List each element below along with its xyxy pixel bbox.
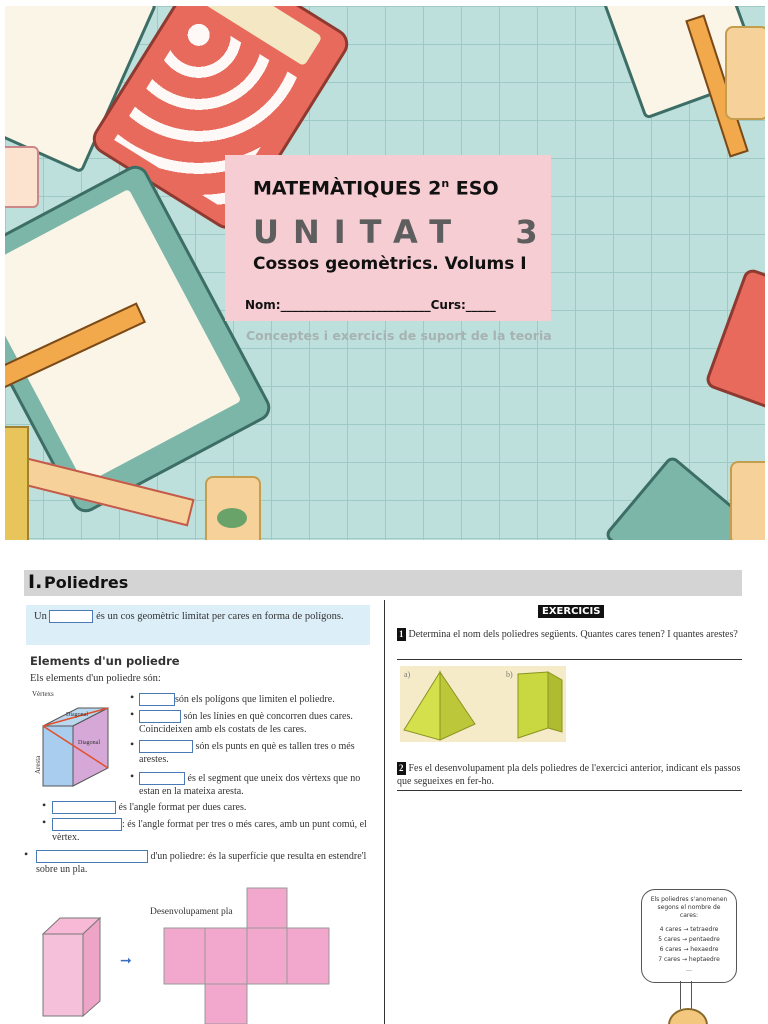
- label-a: a): [404, 670, 411, 679]
- bullet-dot: •: [130, 707, 135, 721]
- bullet-dot: •: [42, 815, 47, 829]
- character-head: [668, 1008, 708, 1024]
- bullet-net: d'un poliedre: és la superfície que resulta en estendre'l sobre un pla.: [36, 851, 367, 876]
- course-title: MATEMÀTIQUES 2$^n$ ESO: [253, 177, 499, 200]
- blank-field[interactable]: [139, 772, 185, 785]
- blank-field[interactable]: [52, 818, 122, 831]
- exercise-2: 2 Fes el desenvolupament pla dels poliedres de l'exercici anterior, indicant els passos que segueixes en fer-ho.: [397, 763, 741, 787]
- exercise-number: 1: [399, 629, 404, 639]
- definition-text: Un és un cos geomètric limitat per cares en forma de polígons.: [34, 611, 344, 622]
- prism-face: [548, 672, 562, 732]
- pyramid-face: [440, 672, 475, 740]
- polyhedron-figure: [28, 686, 123, 801]
- vertex-label: Vèrtexs: [32, 690, 54, 698]
- bubble-row: ...: [686, 966, 692, 973]
- net-label: Desenvolupament pla: [150, 907, 233, 917]
- info-bubble: [641, 889, 737, 983]
- name-course-line[interactable]: Nom:_________________________Curs:_____: [245, 298, 496, 312]
- solids-svg: [400, 666, 566, 742]
- net-face: [205, 928, 247, 984]
- exercises-heading: EXERCICIS: [538, 605, 604, 618]
- net-face: [205, 984, 247, 1024]
- net-face: [247, 888, 287, 928]
- answer-line: [397, 790, 742, 791]
- bubble-row: 7 cares → heptaedre: [658, 956, 720, 963]
- label-b: b): [506, 670, 513, 679]
- title-box: [225, 155, 551, 321]
- blank-field[interactable]: [52, 801, 116, 814]
- edge-label: Aresta: [34, 755, 42, 774]
- elements-intro: Els elements d'un poliedre són:: [30, 673, 161, 684]
- diagonal-label: Diagonal: [66, 712, 88, 718]
- answer-line: [397, 659, 742, 660]
- bullet-polyhedral-angle: : és l'angle format per tres o més cares, amb un punt comú, el vèrtex.: [52, 819, 367, 844]
- unit-title: UNITAT 3: [253, 213, 552, 251]
- section-number: I.: [28, 571, 43, 593]
- marker-right-illustration: [725, 26, 765, 120]
- bubble-row: 6 cares → hexaedre: [659, 946, 719, 953]
- ruler-illustration: [5, 426, 29, 540]
- bullet-vertices: són els punts en què es tallen tres o més arestes.: [139, 741, 355, 766]
- bullet-dihedral: és l'angle format per dues cares.: [52, 801, 370, 814]
- bullet-edges: són les línies en què concorren dues cares. Coincideixen amb els costats de les cares.: [139, 711, 353, 736]
- net-face: [247, 928, 287, 984]
- prism-front: [43, 934, 83, 1016]
- section-title: Poliedres: [44, 573, 129, 592]
- blank-field[interactable]: [139, 740, 193, 753]
- bullet-dot: •: [130, 737, 135, 751]
- column-divider: [384, 600, 385, 1024]
- diagonal-label: Diagonal: [78, 740, 100, 746]
- tagline: Conceptes i exercicis de suport de la teoria: [246, 328, 552, 343]
- net-face: [164, 928, 205, 984]
- glue-right-illustration: [730, 461, 765, 540]
- elements-title: Elements d'un poliedre: [30, 654, 180, 668]
- solids-image: [400, 666, 566, 742]
- glue-illustration: [205, 476, 261, 540]
- exercise-number: 2: [399, 763, 404, 773]
- calculator-right-illustration: [704, 267, 765, 411]
- blank-field[interactable]: [49, 610, 93, 623]
- bullet-dot: •: [24, 847, 29, 861]
- bubble-tail: [680, 981, 692, 1009]
- bubble-title: Els poliedres s'anomenen segons el nombre de cares:: [650, 896, 728, 919]
- prism-side: [83, 918, 100, 1016]
- definition-box: [26, 605, 370, 645]
- prism-figure: [38, 916, 108, 1024]
- bullet-faces: són els polígons que limiten el poliedre.: [139, 693, 369, 706]
- blank-field[interactable]: [139, 710, 181, 723]
- bullet-dot: •: [130, 690, 135, 704]
- prism-face: [518, 672, 548, 738]
- bullet-diagonal: és el segment que uneix dos vèrtexs que no estan en la mateixa aresta.: [139, 773, 361, 798]
- net-figure: [162, 886, 372, 1024]
- exercise-1: 1 Determina el nom dels poliedres següents. Quantes cares tenen? I quantes arestes?: [399, 629, 738, 640]
- net-face: [287, 928, 329, 984]
- blank-field[interactable]: [36, 850, 148, 863]
- bullet-dot: •: [130, 769, 135, 783]
- arrow-icon: ➞: [120, 954, 132, 969]
- bubble-row: 4 cares → tetraedre: [659, 926, 719, 933]
- section-header: [24, 570, 742, 596]
- unit-subtitle: Cossos geomètrics. Volums I: [253, 254, 527, 274]
- bubble-row: 5 cares → pentaedre: [658, 936, 720, 943]
- blank-field[interactable]: [139, 693, 175, 706]
- bullet-dot: •: [42, 798, 47, 812]
- pyramid-face: [404, 672, 440, 740]
- eraser-illustration: [5, 146, 39, 208]
